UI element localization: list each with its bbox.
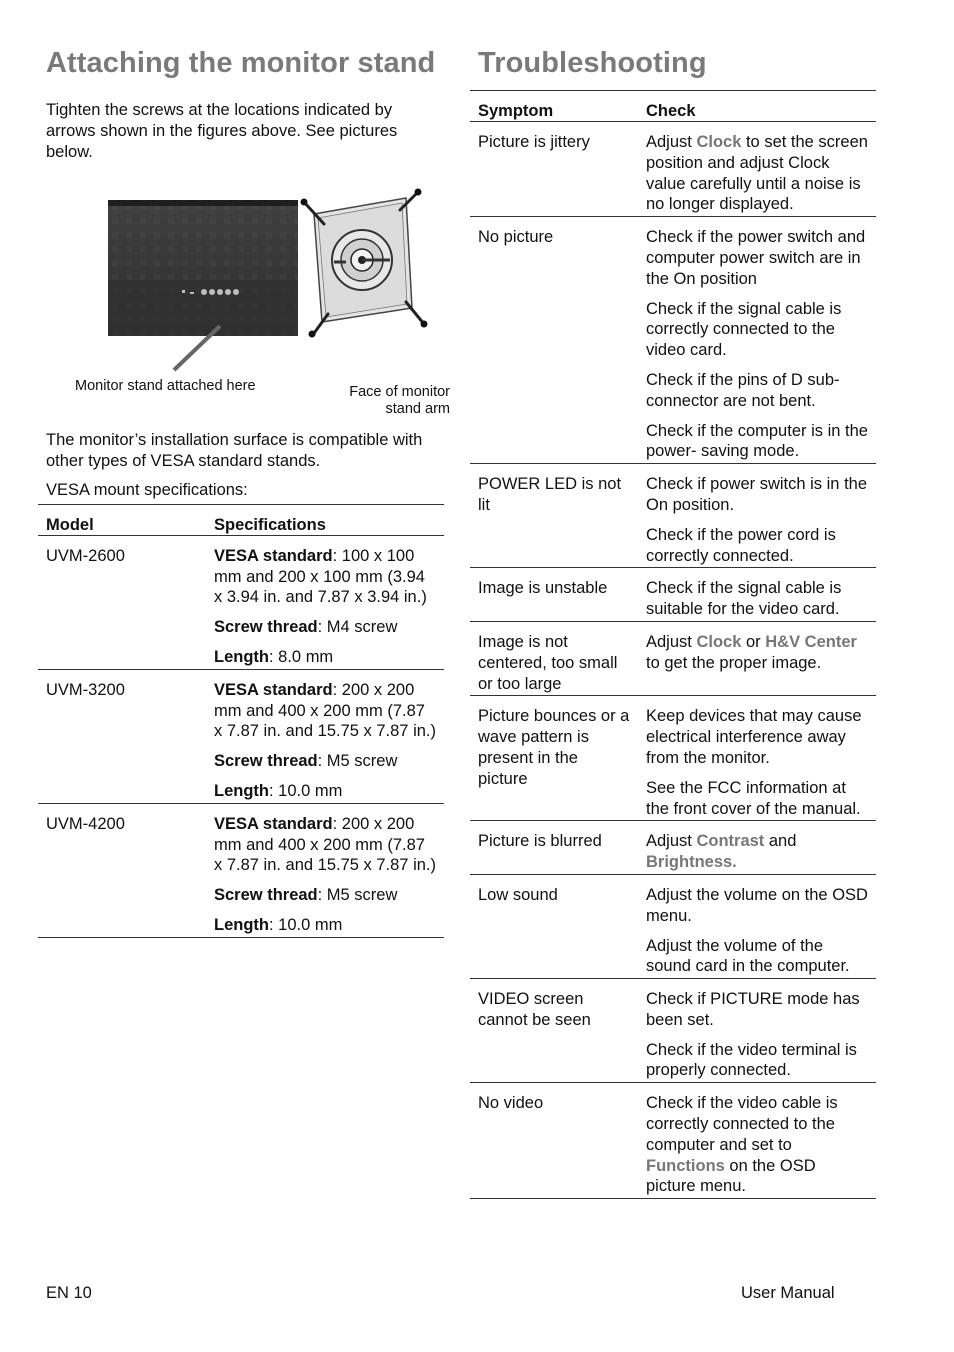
spec-value: : 10.0 mm: [269, 781, 343, 800]
spec-value: : 10.0 mm: [269, 915, 343, 934]
spec-value: : M4 screw: [317, 618, 398, 637]
spec-label: Length: [214, 915, 269, 934]
menu-keyword: Brightness.: [646, 853, 737, 872]
table-row: [470, 874, 876, 978]
spec-line: [214, 915, 436, 936]
spec-value: : 100 x 100 mm and 200 x 100 mm (3.94 x 3.94 in. and 7.87 x 3.94 in.): [214, 546, 427, 607]
header-check: Check: [646, 102, 696, 120]
spec-label: VESA standard: [214, 814, 333, 833]
spec-line: [214, 647, 436, 668]
check-item: [646, 885, 868, 927]
spec-value: : M5 screw: [317, 752, 398, 771]
symptom-cell: Image is unstable: [478, 579, 608, 598]
specifications-cell: [206, 803, 444, 937]
spec-value: : M5 screw: [317, 886, 398, 905]
table-row: [470, 621, 876, 695]
table-row: [470, 1083, 876, 1199]
check-text: on the OSD picture menu.: [646, 1156, 816, 1196]
check-item: [646, 706, 868, 768]
check-text: to get the proper image.: [646, 653, 822, 672]
left-column: [38, 40, 450, 938]
check-item: [646, 421, 868, 463]
check-item: [646, 578, 868, 620]
spec-line: [214, 814, 436, 876]
check-text: Check if the video terminal is properly connected.: [646, 1040, 857, 1080]
section-title-troubleshooting: Troubleshooting: [478, 47, 707, 79]
check-item: [646, 1093, 868, 1197]
check-cell: [638, 122, 876, 217]
table-row: [38, 803, 444, 937]
check-text: Check if power switch is in the On position.: [646, 475, 868, 514]
intro-paragraph: Tighten the screws at the locations indicated by arrows shown in the figures above. See pictures below.: [46, 101, 398, 161]
model-cell: UVM-2600: [46, 546, 125, 565]
check-cell: [638, 568, 876, 622]
check-cell: [638, 217, 876, 464]
section-title-stand: Attaching the monitor stand: [46, 47, 436, 79]
compatibility-paragraph: The monitor’s installation surface is compatible with other types of VESA standard stands.: [46, 431, 423, 471]
right-column: [470, 40, 876, 1199]
symptom-cell: Image is not centered, too small or too large: [478, 632, 618, 693]
check-text: Adjust the volume of the sound card in the computer.: [646, 936, 850, 976]
troubleshooting-table: [470, 90, 876, 1199]
symptom-cell: Picture bounces or a wave pattern is present in the picture: [478, 707, 630, 788]
check-text: Check if the signal cable is correctly connected to the video card.: [646, 299, 842, 360]
header-specifications: Specifications: [214, 515, 326, 534]
spec-line: [214, 617, 436, 638]
check-text: See the FCC information at the front cover of the manual.: [646, 778, 861, 818]
spec-value: : 200 x 200 mm and 400 x 200 mm (7.87 x 7.87 in. and 15.75 x 7.87 in.): [214, 680, 436, 741]
check-text: Check if the power switch and computer power switch are in the On position: [646, 228, 866, 288]
caption-stand-attached: Monitor stand attached here: [75, 378, 256, 395]
spec-label: Screw thread: [214, 886, 318, 905]
check-text: Keep devices that may cause electrical interference away from the monitor.: [646, 707, 862, 767]
spec-value: : 8.0 mm: [269, 647, 334, 666]
symptom-cell: POWER LED is not lit: [478, 475, 622, 514]
vesa-spec-table: [38, 504, 444, 938]
symptom-cell: Picture is jittery: [478, 133, 590, 151]
check-cell: [638, 979, 876, 1083]
symptom-cell: No video: [478, 1094, 544, 1113]
check-text: Adjust: [646, 832, 697, 851]
document-name: User Manual: [741, 1284, 835, 1302]
check-item: [646, 299, 868, 361]
specifications-cell: [206, 535, 444, 669]
check-text: Check if the signal cable is suitable for the video card.: [646, 579, 842, 619]
check-item: [646, 370, 868, 412]
table-row: [470, 979, 876, 1083]
menu-keyword: Contrast: [696, 832, 765, 851]
table-row: [470, 217, 876, 464]
spec-value: : 200 x 200 mm and 400 x 200 mm (7.87 x 7.87 in. and 15.75 x 7.87 in.): [214, 814, 436, 875]
symptom-cell: Picture is blurred: [478, 832, 602, 851]
check-item: [646, 831, 868, 873]
check-cell: [638, 621, 876, 695]
spec-label: VESA standard: [214, 546, 333, 565]
table-header-row: [470, 91, 876, 122]
check-item: [646, 778, 868, 820]
table-row: [470, 821, 876, 875]
spec-label: Length: [214, 647, 269, 666]
check-text: Check if the power cord is correctly connected.: [646, 525, 836, 565]
symptom-cell: No picture: [478, 228, 554, 247]
spec-line: [214, 546, 436, 608]
check-item: [646, 989, 868, 1031]
menu-keyword: Clock: [696, 133, 742, 151]
check-text: Check if the video cable is correctly connected to the computer and set to: [646, 1094, 838, 1154]
spec-line: [214, 680, 436, 742]
table-row: [470, 568, 876, 622]
check-cell: [638, 874, 876, 978]
table-header-row: [38, 504, 444, 535]
header-model: Model: [46, 515, 94, 534]
vesa-label: VESA mount specifications:: [46, 480, 248, 499]
menu-keyword: Clock: [696, 632, 742, 651]
table-row: [38, 669, 444, 803]
check-text: Check if PICTURE mode has been set.: [646, 990, 860, 1029]
check-item: [646, 525, 868, 567]
table-row: [470, 464, 876, 568]
check-cell: [638, 821, 876, 875]
spec-line: [214, 781, 436, 802]
check-item: [646, 936, 868, 978]
table-row: [470, 696, 876, 821]
spec-label: VESA standard: [214, 680, 333, 699]
check-item: [646, 227, 868, 289]
check-item: [646, 632, 868, 674]
check-cell: [638, 464, 876, 568]
header-symptom: Symptom: [478, 102, 554, 120]
stand-arm-image: [300, 188, 456, 338]
model-cell: UVM-3200: [46, 680, 125, 699]
check-text: Check if the computer is in the power- saving mode.: [646, 421, 868, 461]
spec-line: [214, 751, 436, 772]
table-row: [38, 535, 444, 669]
spec-label: Length: [214, 781, 269, 800]
table-row: [470, 122, 876, 217]
check-cell: [638, 1083, 876, 1199]
check-item: [646, 474, 868, 516]
check-item: [646, 132, 868, 215]
spec-label: Screw thread: [214, 752, 318, 771]
check-item: [646, 1040, 868, 1082]
specifications-cell: [206, 669, 444, 803]
check-text: Adjust: [646, 632, 697, 651]
check-text: Adjust: [646, 133, 697, 151]
menu-keyword: H&V Center: [765, 632, 857, 651]
check-cell: [638, 696, 876, 821]
spec-label: Screw thread: [214, 618, 318, 637]
spec-line: [214, 885, 436, 906]
stand-figure: [38, 162, 450, 417]
symptom-cell: VIDEO screen cannot be seen: [478, 990, 591, 1029]
check-text: Adjust the volume on the OSD menu.: [646, 885, 868, 925]
menu-keyword: Functions: [646, 1156, 725, 1175]
page-number: EN 10: [46, 1284, 92, 1302]
check-text: to set the screen position and adjust Clock value carefully until a noise is no longer displayed.: [646, 133, 868, 214]
check-text: and: [764, 832, 797, 851]
caption-stand-arm: Face of monitor stand arm: [349, 384, 450, 417]
symptom-cell: Low sound: [478, 885, 558, 904]
model-cell: UVM-4200: [46, 814, 125, 833]
check-text: Check if the pins of D sub-connector are not bent.: [646, 370, 840, 410]
check-text: or: [741, 632, 766, 651]
monitor-back-image: [108, 200, 298, 372]
